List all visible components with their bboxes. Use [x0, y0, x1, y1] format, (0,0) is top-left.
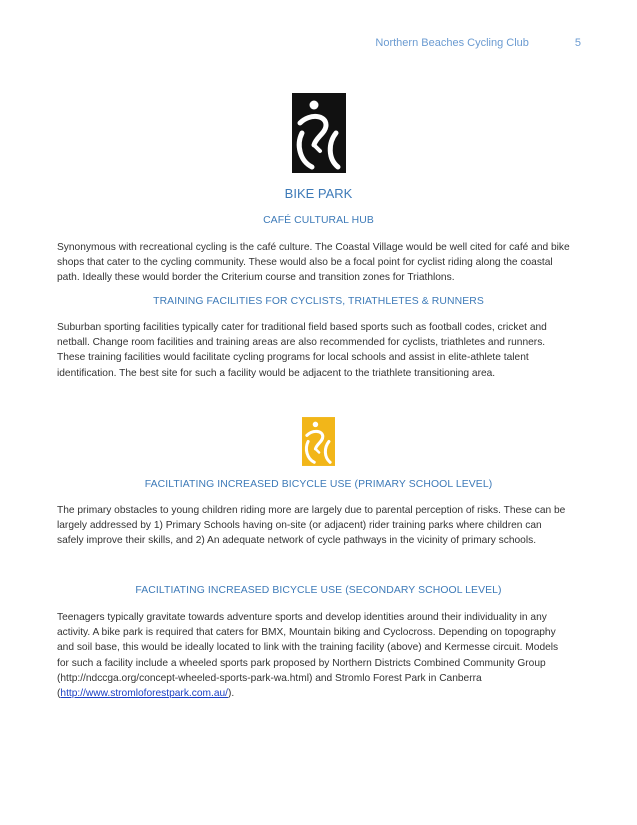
club-logo-black-icon: [292, 93, 346, 173]
primary-heading: FACILTIATING INCREASED BICYCLE USE (PRIMARY SCHOOL LEVEL): [144, 479, 493, 490]
paragraph-line: largely addressed by 1) Primary Schools having on-site (or adjacent) rider training parks where children can: [57, 520, 542, 532]
club-logo-yellow-icon: [302, 417, 335, 466]
paragraph-line: activity. A bike park is required that caters for BMX, Mountain biking and Cyclocross. Depending on topography: [57, 627, 556, 639]
paragraph-line-link: [57, 686, 587, 701]
secondary-heading: FACILTIATING INCREASED BICYCLE USE (SECONDARY SCHOOL LEVEL): [135, 585, 502, 596]
paragraph-line: (http://ndccga.org/concept-wheeled-sports-park-wa.html) and Stromlo Forest Park in Canberra: [57, 672, 482, 684]
page-title: BIKE PARK: [284, 186, 353, 201]
page-number: 5: [574, 37, 581, 49]
cafe-heading: CAFÉ CULTURAL HUB: [263, 215, 374, 226]
cafe-paragraph: [57, 240, 587, 286]
page-header: [375, 37, 581, 49]
paragraph-line: Suburban sporting facilities typically cater for traditional field based sports such as football codes, cricket and: [57, 322, 547, 333]
paragraph-line: safely improve their skills, and 2) An adequate network of cycle pathways in the vicinity of primary schools.: [57, 535, 537, 547]
paragraph-line: path. Ideally these would border the Criterium course and transition zones for Triathlons.: [57, 272, 455, 284]
paragraph-line: The primary obstacles to young children riding more are largely due to parental perception of risks. These can be: [57, 505, 566, 516]
stromlo-link[interactable]: http://www.stromloforestpark.com.au/: [60, 688, 228, 700]
link-close-paren: ).: [228, 688, 235, 700]
primary-paragraph: [57, 503, 587, 549]
paragraph-line: identification. The best site for such a facility would be adjacent to the triathlete transitioning area.: [57, 367, 496, 379]
paragraph-line: Teenagers typically gravitate towards adventure sports and develop identities around their individuality in any: [57, 612, 547, 623]
paragraph-line: and soil base, this would be ideally located to link with the training facility (above) and Kermesse circuit. Models: [57, 642, 559, 654]
paragraph-line: netball. Change room facilities and training areas are also recommended for cyclists, triathletes and runners.: [57, 337, 546, 349]
paragraph-line: for such a facility include a wheeled sports park proposed by Northern Districts Combined Community Group: [57, 657, 546, 669]
link-open-paren: (: [57, 688, 61, 700]
paragraph-line: shops that cater to the cycling community. These would also be a focal point for cyclist riding along the coastal: [57, 257, 553, 269]
training-paragraph: [57, 320, 587, 381]
training-heading: TRAINING FACILITIES FOR CYCLISTS, TRIATHLETES & RUNNERS: [153, 296, 484, 307]
paragraph-line: Synonymous with recreational cycling is the café culture. The Coastal Village would be well cited for café and bike: [57, 242, 570, 253]
paragraph-line: These training facilities would facilitate cycling programs for local schools and assist in elite-athlete talent: [57, 352, 529, 364]
club-name: Northern Beaches Cycling Club: [375, 37, 529, 49]
secondary-paragraph: [57, 610, 587, 701]
